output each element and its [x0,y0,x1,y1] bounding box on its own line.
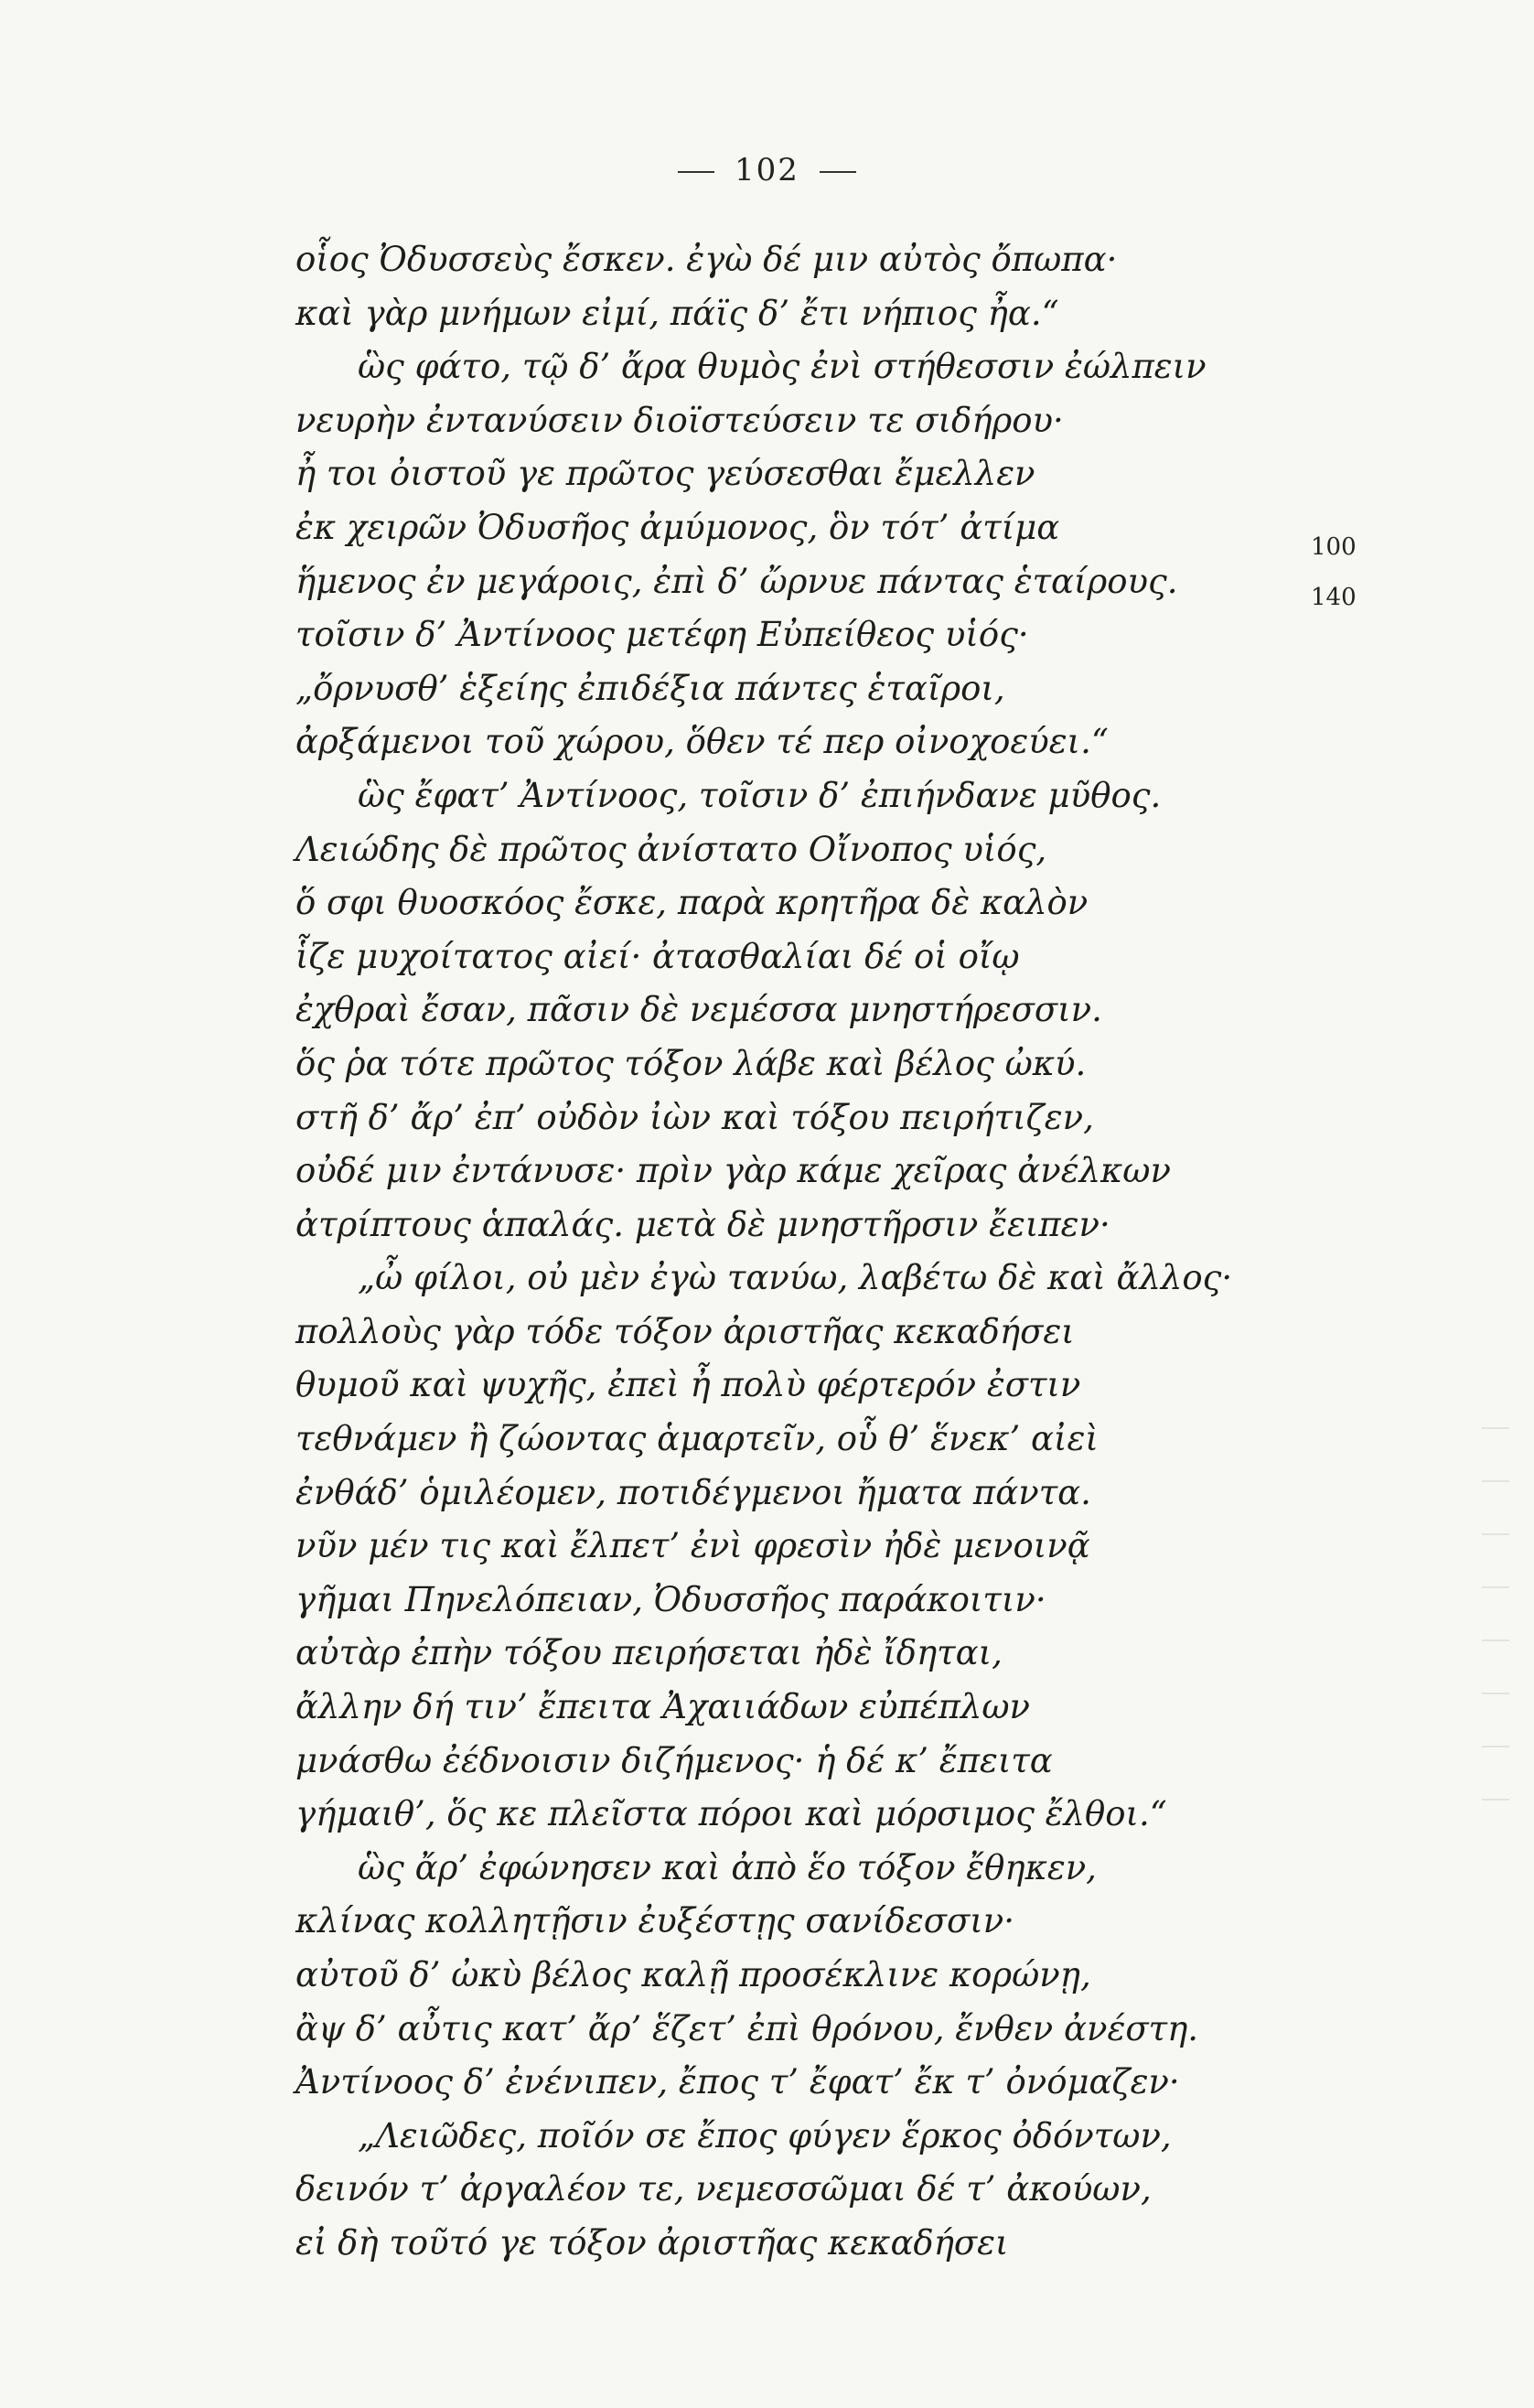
marginal-number-2: 140 [1311,584,1357,611]
verse-line: πολλοὺς γὰρ τόδε τόξον ἀριστῆας κεκαδήσει [295,1311,1075,1351]
verse-line: τοῖσιν δ’ Ἀντίνοος μετέφη Εὐπείθεος υἱός· [295,615,1029,655]
verse-block [295,233,1320,2271]
verse-line: „Λειῶδες, ποῖόν σε ἔπος φύγεν ἕρκος ὀδόντων, [358,2115,1172,2155]
verse-line: αὐτὰρ ἐπὴν τόξου πειρήσεται ἠδὲ ἴδηται, [295,1633,1003,1673]
verse-line: γήμαιθ’, ὅς κε πλεῖστα πόροι καὶ μόρσιμος ἔλθοι.“ [295,1794,1167,1834]
verse-line: γῆμαι Πηνελόπειαν, Ὀδυσσῆος παράκοιτιν· [295,1579,1046,1619]
verse-line: Λειώδης δὲ πρῶτος ἀνίστατο Οἴνοπος υἱός, [295,829,1047,869]
verse-line: ὣς φάτο, τῷ δ’ ἄρα θυμὸς ἐνὶ στήθεσσιν ἐώλπειν [358,347,1207,387]
marginal-number-1: 100 [1311,533,1357,561]
verse-line: νῦν μέν τις καὶ ἔλπετ’ ἐνὶ φρεσὶν ἠδὲ μενοινᾷ [295,1526,1090,1566]
page-header [0,152,1534,188]
verse-line: νευρὴν ἐντανύσειν διοϊστεύσειν τε σιδήρου· [295,400,1064,440]
verse-line: θυμοῦ καὶ ψυχῆς, ἐπεὶ ἦ πολὺ φέρτερόν ἐστιν [295,1365,1081,1405]
verse-line: ὣς ἔφατ’ Ἀντίνοος, τοῖσιν δ’ ἐπιήνδανε μῦθος. [358,775,1162,815]
verse-line: ὣς ἄρ’ ἐφώνησεν καὶ ἀπὸ ἕο τόξον ἔθηκεν, [358,1847,1097,1887]
verse-line: ἥμενος ἐν μεγάροις, ἐπὶ δ’ ὤρνυε πάντας ἑταίρους. [295,561,1178,601]
page-number: 102 [735,152,799,188]
verse-line: ἂψ δ’ αὖτις κατ’ ἄρ’ ἕζετ’ ἐπὶ θρόνου, ἔνθεν ἀνέστη. [295,2008,1199,2048]
verse-line: ἀτρίπτους ἁπαλάς. μετὰ δὲ μνηστῆρσιν ἔειπεν· [295,1204,1110,1244]
verse-line: „ὦ φίλοι, οὐ μὲν ἐγὼ τανύω, λαβέτω δὲ καὶ ἄλλος· [358,1258,1233,1298]
verse-line: ἐχθραὶ ἔσαν, πᾶσιν δὲ νεμέσσα μνηστήρεσσιν. [295,990,1102,1030]
verse-line: κλίνας κολλητῇσιν ἐυξέστῃς σανίδεσσιν· [295,1901,1015,1941]
verse-line: καὶ γὰρ μνήμων εἰμί, πάϊς δ’ ἔτι νήπιος ἦα.“ [295,293,1059,333]
verse-line: οὐδέ μιν ἐντάνυσε· πρὶν γὰρ κάμε χεῖρας ἀνέλκων [295,1151,1171,1191]
verse-line: ἀρξάμενοι τοῦ χώρου, ὅθεν τέ περ οἰνοχοεύει.“ [295,722,1109,762]
verse-line: δεινόν τ’ ἀργαλέον τε, νεμεσσῶμαι δέ τ’ ἀκούων, [295,2169,1152,2209]
verse-line: τεθνάμεν ἢ ζώοντας ἁμαρτεῖν, οὗ θ’ ἕνεκ’ αἰεὶ [295,1419,1099,1459]
header-dash-left [678,171,714,173]
verse-line: ἐνθάδ’ ὁμιλέομεν, ποτιδέγμενοι ἤματα πάντα. [295,1472,1091,1512]
verse-line: εἰ δὴ τοῦτό γε τόξον ἀριστῆας κεκαδήσει [295,2222,1009,2263]
bleed-through-marks [1482,1427,1509,1848]
verse-line: ἷζε μυχοίτατος αἰεί· ἀτασθαλίαι δέ οἱ οἴῳ [295,936,1020,976]
verse-line: Ἀντίνοος δ’ ἐνένιπεν, ἔπος τ’ ἔφατ’ ἔκ τ’ ὀνόμαζεν· [295,2062,1180,2102]
verse-line: μνάσθω ἐέδνοισιν διζήμενος· ἡ δέ κ’ ἔπειτα [295,1740,1053,1780]
verse-line: ἐκ χειρῶν Ὀδυσῆος ἀμύμονος, ὃν τότ’ ἀτίμα [295,507,1060,547]
verse-line: οἷος Ὀδυσσεὺς ἔσκεν. ἐγὼ δέ μιν αὐτὸς ὄπωπα· [295,240,1118,279]
header-dash-right [820,171,856,173]
verse-line: ὅ σφι θυοσκόος ἔσκε, παρὰ κρητῆρα δὲ καλὸν [295,883,1089,923]
verse-line: „ὄρνυσθ’ ἑξείης ἐπιδέξια πάντες ἑταῖροι, [295,668,1005,708]
verse-line: ἦ τοι ὀιστοῦ γε πρῶτος γεύσεσθαι ἔμελλεν [295,454,1035,494]
verse-line: ἄλλην δή τιν’ ἔπειτα Ἀχαιιάδων εὐπέπλων [295,1687,1031,1727]
verse-line: αὐτοῦ δ’ ὠκὺ βέλος καλῇ προσέκλινε κορώνῃ, [295,1955,1091,1994]
verse-line: ὅς ῥα τότε πρῶτος τόξον λάβε καὶ βέλος ὠκύ. [295,1043,1087,1083]
verse-line: στῆ δ’ ἄρ’ ἐπ’ οὐδὸν ἰὼν καὶ τόξου πειρήτιζεν, [295,1097,1094,1137]
